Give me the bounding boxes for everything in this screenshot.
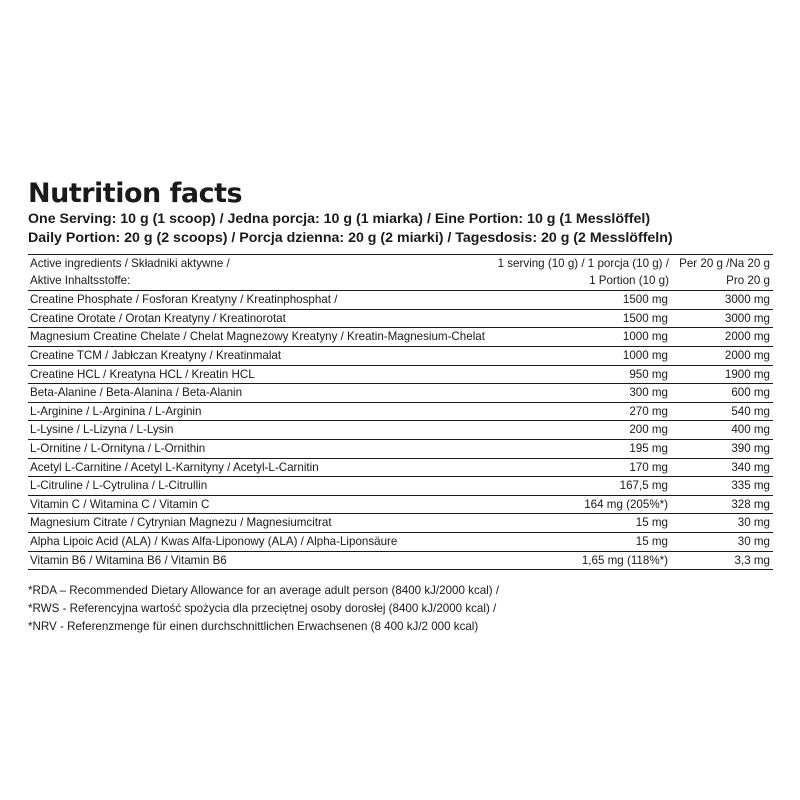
- daily-amount: 540 mg: [731, 404, 770, 418]
- daily-amount: 2000 mg: [724, 348, 770, 362]
- header-serving-line1: 1 serving (10 g) / 1 porcja (10 g) /: [497, 257, 669, 270]
- serving-amount: 1500 mg: [622, 311, 668, 325]
- ingredient-name: L-Citruline / L-Cytrulina / L-Citrullin: [30, 479, 208, 493]
- daily-amount: 3000 mg: [724, 311, 770, 325]
- header-daily-line2: Pro 20 g: [726, 274, 770, 287]
- footnote-rws: *RWS - Referencyjna wartość spożycia dla przeciętnej osoby dorosłej (8400 kJ/2000 kcal) /: [28, 602, 497, 616]
- table-row: [28, 552, 773, 571]
- serving-amount: 15 mg: [635, 534, 668, 548]
- table-row: [28, 403, 773, 422]
- table-body: [28, 291, 773, 570]
- table-row: [28, 347, 773, 366]
- header-serving: [498, 255, 669, 289]
- daily-amount: 390 mg: [731, 441, 770, 455]
- serving-amount: 270 mg: [629, 404, 668, 418]
- nutrition-facts-panel: [28, 178, 773, 636]
- header-ingredients: [30, 255, 230, 289]
- serving-amount: 1500 mg: [622, 293, 668, 307]
- ingredient-name: Vitamin C / Witamina C / Vitamin C: [30, 497, 210, 511]
- ingredient-name: Creatine Orotate / Orotan Kreatyny / Kreatinorotat: [30, 311, 286, 325]
- serving-amount: 1000 mg: [622, 348, 668, 362]
- header-ingredients-line2: Aktive Inhaltsstoffe:: [30, 274, 131, 287]
- ingredient-name: Vitamin B6 / Witamina B6 / Vitamin B6: [30, 553, 227, 567]
- serving-amount: 950 mg: [629, 367, 668, 381]
- daily-amount: 3,3 mg: [734, 553, 770, 567]
- daily-amount: 600 mg: [731, 386, 770, 400]
- footnotes: [28, 582, 773, 636]
- ingredient-name: Beta-Alanine / Beta-Alanina / Beta-Alanin: [30, 386, 243, 400]
- table-row: [28, 440, 773, 459]
- table-row: [28, 421, 773, 440]
- table-row: [28, 514, 773, 533]
- daily-amount: 3000 mg: [724, 293, 770, 307]
- daily-amount: 2000 mg: [724, 330, 770, 344]
- ingredient-name: Magnesium Creatine Chelate / Chelat Magnezowy Kreatyny / Kreatin-Magnesium-Chelat: [30, 330, 485, 344]
- ingredient-name: Magnesium Citrate / Cytrynian Magnezu / Magnesiumcitrat: [30, 516, 332, 530]
- table-row: [28, 291, 773, 310]
- daily-amount: 335 mg: [731, 479, 770, 493]
- ingredient-name: Creatine TCM / Jabłczan Kreatyny / Kreatinmalat: [30, 348, 282, 362]
- table-row: [28, 366, 773, 385]
- footnote-rda: *RDA – Recommended Dietary Allowance for an average adult person (8400 kJ/2000 kcal) /: [28, 584, 500, 598]
- table-header-row: [28, 255, 773, 291]
- ingredient-name: Creatine Phosphate / Fosforan Kreatyny / Kreatinphosphat /: [30, 293, 338, 307]
- daily-amount: 400 mg: [731, 423, 770, 437]
- header-serving-line2: 1 Portion (10 g): [589, 274, 669, 287]
- ingredient-name: L-Ornitine / L-Ornityna / L-Ornithin: [30, 441, 206, 455]
- daily-amount: 30 mg: [737, 534, 770, 548]
- table-row: [28, 384, 773, 403]
- table-row: [28, 459, 773, 478]
- serving-amount: 164 mg (205%*): [584, 497, 668, 511]
- nutrition-table: [28, 254, 773, 570]
- daily-portion-line: Daily Portion: 20 g (2 scoops) / Porcja dzienna: 20 g (2 miarki) / Tagesdosis: 20 g (2 Messlöffeln): [28, 230, 673, 246]
- serving-line: One Serving: 10 g (1 scoop) / Jedna porcja: 10 g (1 miarka) / Eine Portion: 10 g (1 Messlöffel): [28, 211, 651, 227]
- table-row: [28, 328, 773, 347]
- serving-amount: 300 mg: [629, 386, 668, 400]
- header-daily-line1: Per 20 g /Na 20 g: [679, 257, 770, 270]
- daily-amount: 340 mg: [731, 460, 770, 474]
- header-ingredients-line1: Active ingredients / Składniki aktywne /: [30, 257, 230, 270]
- daily-amount: 328 mg: [731, 497, 770, 511]
- serving-amount: 167,5 mg: [619, 479, 668, 493]
- footnote-nrv: *NRV - Referenzmenge für einen durchschnittlichen Erwachsenen (8 400 kJ/2 000 kcal): [28, 620, 479, 634]
- table-row: [28, 496, 773, 515]
- ingredient-name: Creatine HCL / Kreatyna HCL / Kreatin HCL: [30, 367, 255, 381]
- serving-amount: 1000 mg: [622, 330, 668, 344]
- ingredient-name: L-Lysine / L-Lizyna / L-Lysin: [30, 423, 174, 437]
- table-row: [28, 310, 773, 329]
- ingredient-name: Acetyl L-Carnitine / Acetyl L-Karnityny / Acetyl-L-Carnitin: [30, 460, 319, 474]
- serving-amount: 170 mg: [629, 460, 668, 474]
- page-title: Nutrition facts: [28, 178, 243, 209]
- serving-amount: 15 mg: [635, 516, 668, 530]
- serving-amount: 1,65 mg (118%*): [581, 553, 668, 567]
- table-row: [28, 533, 773, 552]
- daily-amount: 1900 mg: [724, 367, 770, 381]
- daily-amount: 30 mg: [737, 516, 770, 530]
- serving-amount: 195 mg: [629, 441, 668, 455]
- serving-amount: 200 mg: [629, 423, 668, 437]
- header-daily: [679, 255, 770, 289]
- table-row: [28, 477, 773, 496]
- ingredient-name: L-Arginine / L-Arginina / L-Arginin: [30, 404, 202, 418]
- ingredient-name: Alpha Lipoic Acid (ALA) / Kwas Alfa-Liponowy (ALA) / Alpha-Liponsäure: [30, 534, 398, 548]
